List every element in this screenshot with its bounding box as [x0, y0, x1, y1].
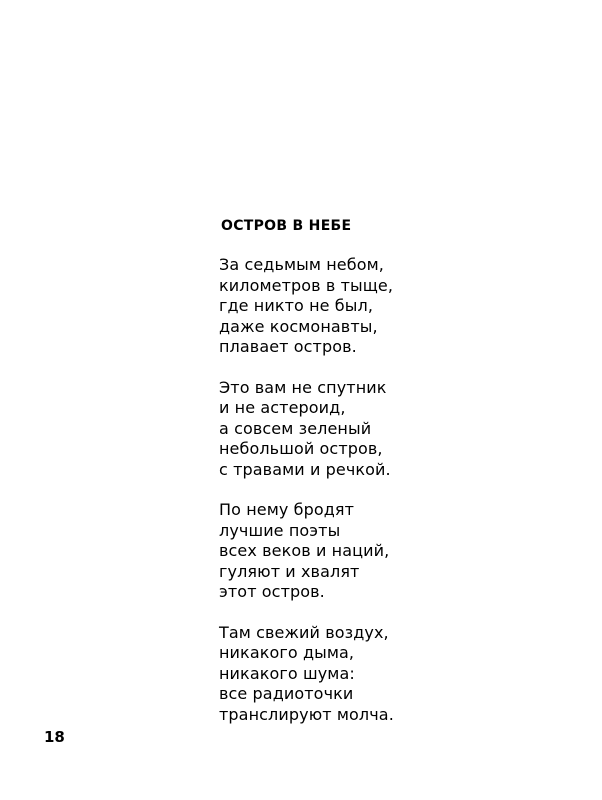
poem-line: Это вам не спутник	[219, 377, 387, 397]
poem-line: даже космонавты,	[219, 316, 378, 336]
poem-line: все радиоточки	[219, 684, 354, 703]
poem-line: гуляют и хвалят	[219, 561, 360, 581]
poem-line: плавает остров.	[219, 337, 357, 356]
stanza-2	[219, 378, 394, 481]
page-number: 18	[44, 728, 65, 746]
stanza-1	[219, 255, 394, 358]
poem-line: а совсем зеленый	[219, 418, 372, 438]
poem-line: никакого шума:	[219, 663, 355, 683]
poem-line: лучшие поэты	[219, 520, 341, 540]
poem-line: с травами и речкой.	[219, 459, 391, 479]
poem-line: всех веков и наций,	[219, 541, 390, 560]
poem-line: и не астероид,	[219, 398, 346, 417]
poem-line: этот остров.	[219, 582, 325, 601]
poem-line: небольшой остров,	[219, 439, 383, 458]
poem-line: Там свежий воздух,	[219, 622, 389, 642]
poem-line: транслируют молча.	[219, 704, 394, 724]
stanza-4	[219, 623, 394, 726]
poem-line: километров в тыще,	[219, 275, 394, 295]
poem-title: ОСТРОВ В НЕБЕ	[221, 218, 352, 234]
poem-line: никакого дыма,	[219, 643, 355, 662]
poem-line: По нему бродят	[219, 500, 355, 519]
poem-line: где никто не был,	[219, 296, 374, 315]
stanza-3	[219, 500, 394, 603]
poem-body	[219, 255, 394, 745]
poem-line: За седьмым небом,	[219, 255, 384, 274]
